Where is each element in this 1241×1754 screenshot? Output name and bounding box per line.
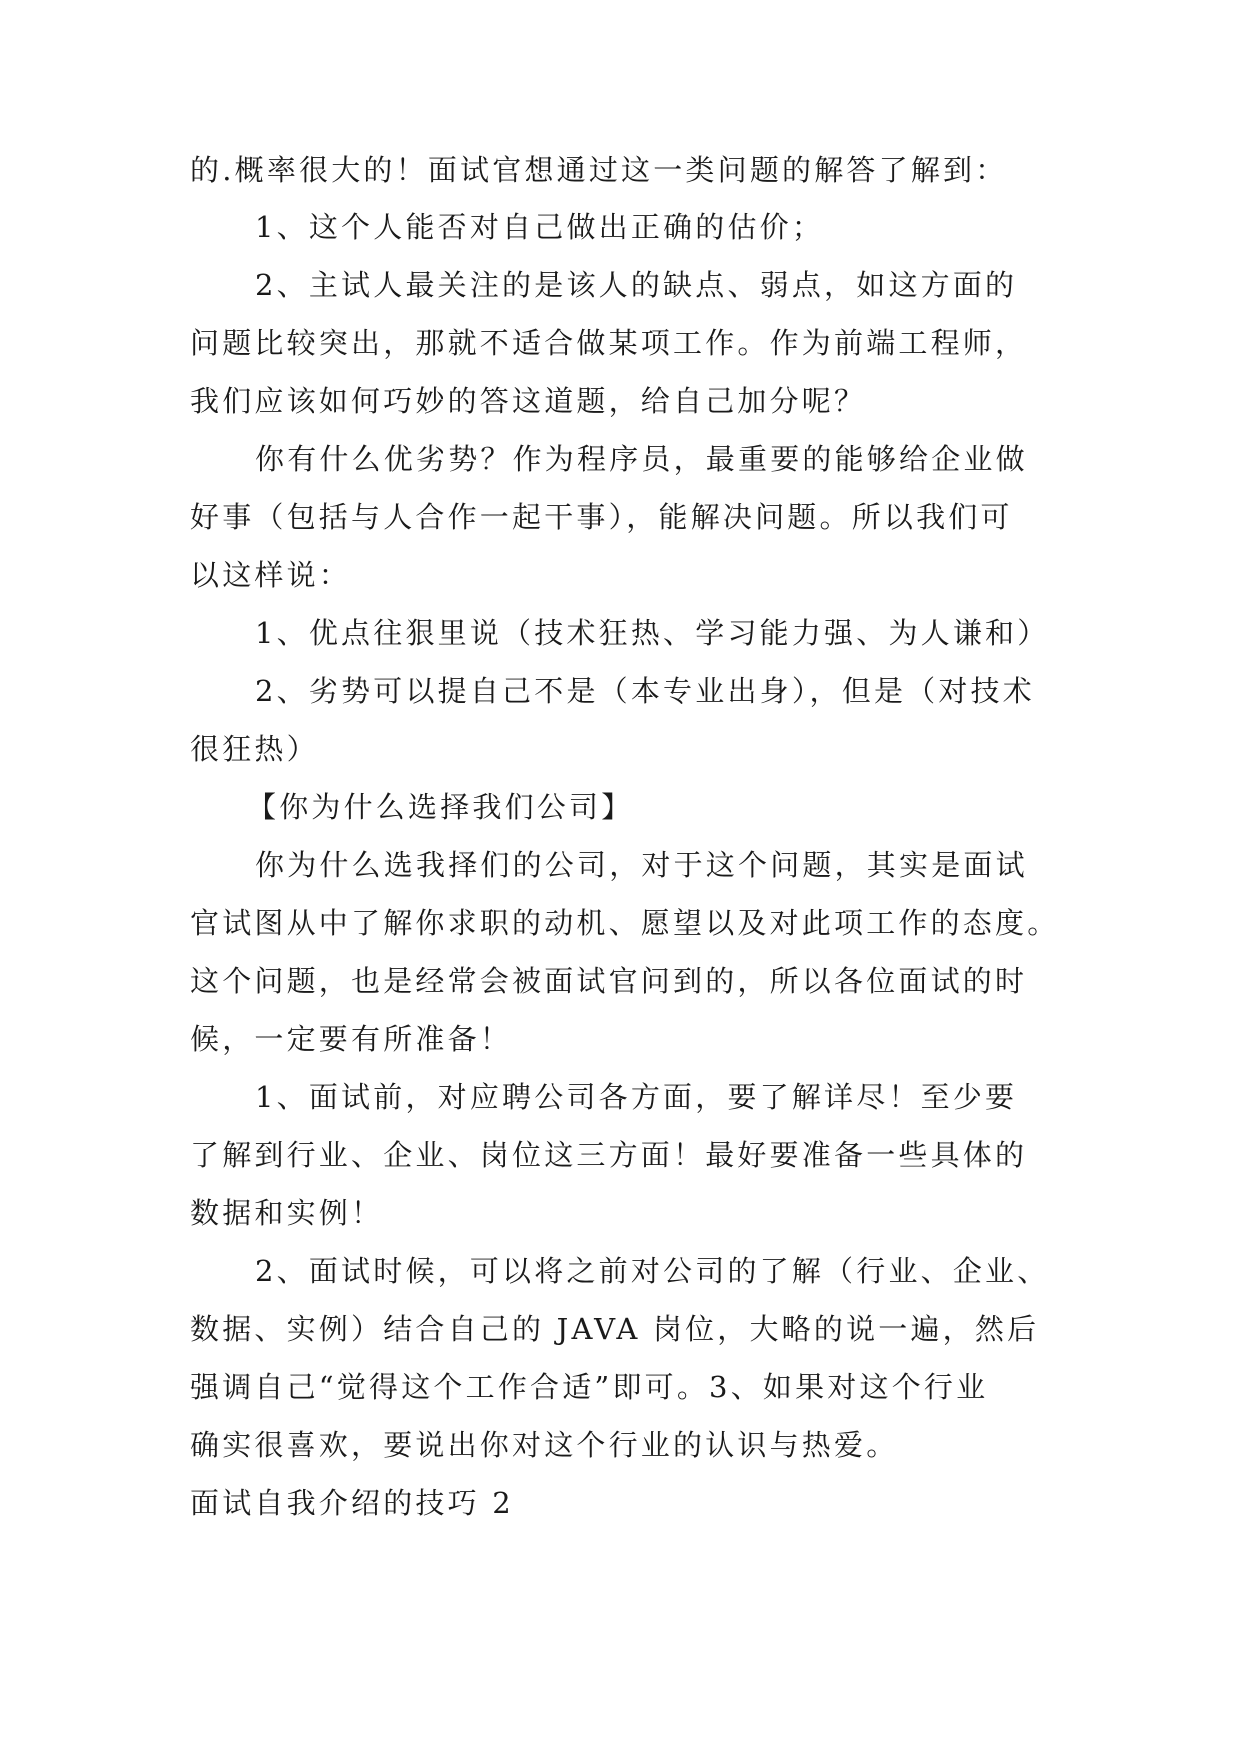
- paragraph-line: 确实很喜欢，要说出你对这个行业的认识与热爱。: [190, 1428, 899, 1462]
- paragraph-line: 1、这个人能否对自己做出正确的估价；: [255, 210, 825, 244]
- paragraph-line: 1、面试前，对应聘公司各方面，要了解详尽！至少要: [255, 1080, 1018, 1114]
- paragraph-line: 数据和实例！: [190, 1196, 384, 1230]
- paragraph-line: 了解到行业、企业、岗位这三方面！最好要准备一些具体的: [190, 1138, 1028, 1172]
- section-heading: 【你为什么选择我们公司】: [247, 790, 634, 824]
- paragraph-line: 好事（包括与人合作一起干事），能解决问题。所以我们可: [190, 500, 1013, 534]
- paragraph-line: 数据、实例）结合自己的 JAVA 岗位，大略的说一遍，然后: [190, 1312, 1040, 1346]
- document-heading: 面试自我介绍的技巧 2: [190, 1486, 514, 1520]
- paragraph-line: 你为什么选我择们的公司，对于这个问题，其实是面试: [255, 848, 1028, 882]
- paragraph-line: 强调自己“觉得这个工作合适”即可。3、如果对这个行业: [190, 1370, 989, 1404]
- paragraph-line: 以这样说：: [190, 558, 352, 592]
- paragraph-line: 很狂热）: [190, 732, 319, 766]
- paragraph-line: 你有什么优劣势？作为程序员，最重要的能够给企业做: [255, 442, 1028, 476]
- paragraph-line: 的.概率很大的！面试官想通过这一类问题的解答了解到：: [190, 153, 1008, 187]
- paragraph-line: 我们应该如何巧妙的答这道题，给自己加分呢？: [190, 384, 867, 418]
- paragraph-line: 2、面试时候，可以将之前对公司的了解（行业、企业、: [255, 1254, 1050, 1288]
- paragraph-line: 2、劣势可以提自己不是（本专业出身），但是（对技术: [255, 674, 1035, 708]
- paragraph-line: 2、主试人最关注的是该人的缺点、弱点，如这方面的: [255, 268, 1018, 302]
- paragraph-line: 候，一定要有所准备！: [190, 1022, 513, 1056]
- paragraph-line: 这个问题，也是经常会被面试官问到的，所以各位面试的时: [190, 964, 1028, 998]
- paragraph-line: 问题比较突出，那就不适合做某项工作。作为前端工程师，: [190, 326, 1028, 360]
- paragraph-line: 官试图从中了解你求职的动机、愿望以及对此项工作的态度。: [190, 906, 1060, 940]
- paragraph-line: 1、优点往狠里说（技术狂热、学习能力强、为人谦和）: [255, 616, 1050, 650]
